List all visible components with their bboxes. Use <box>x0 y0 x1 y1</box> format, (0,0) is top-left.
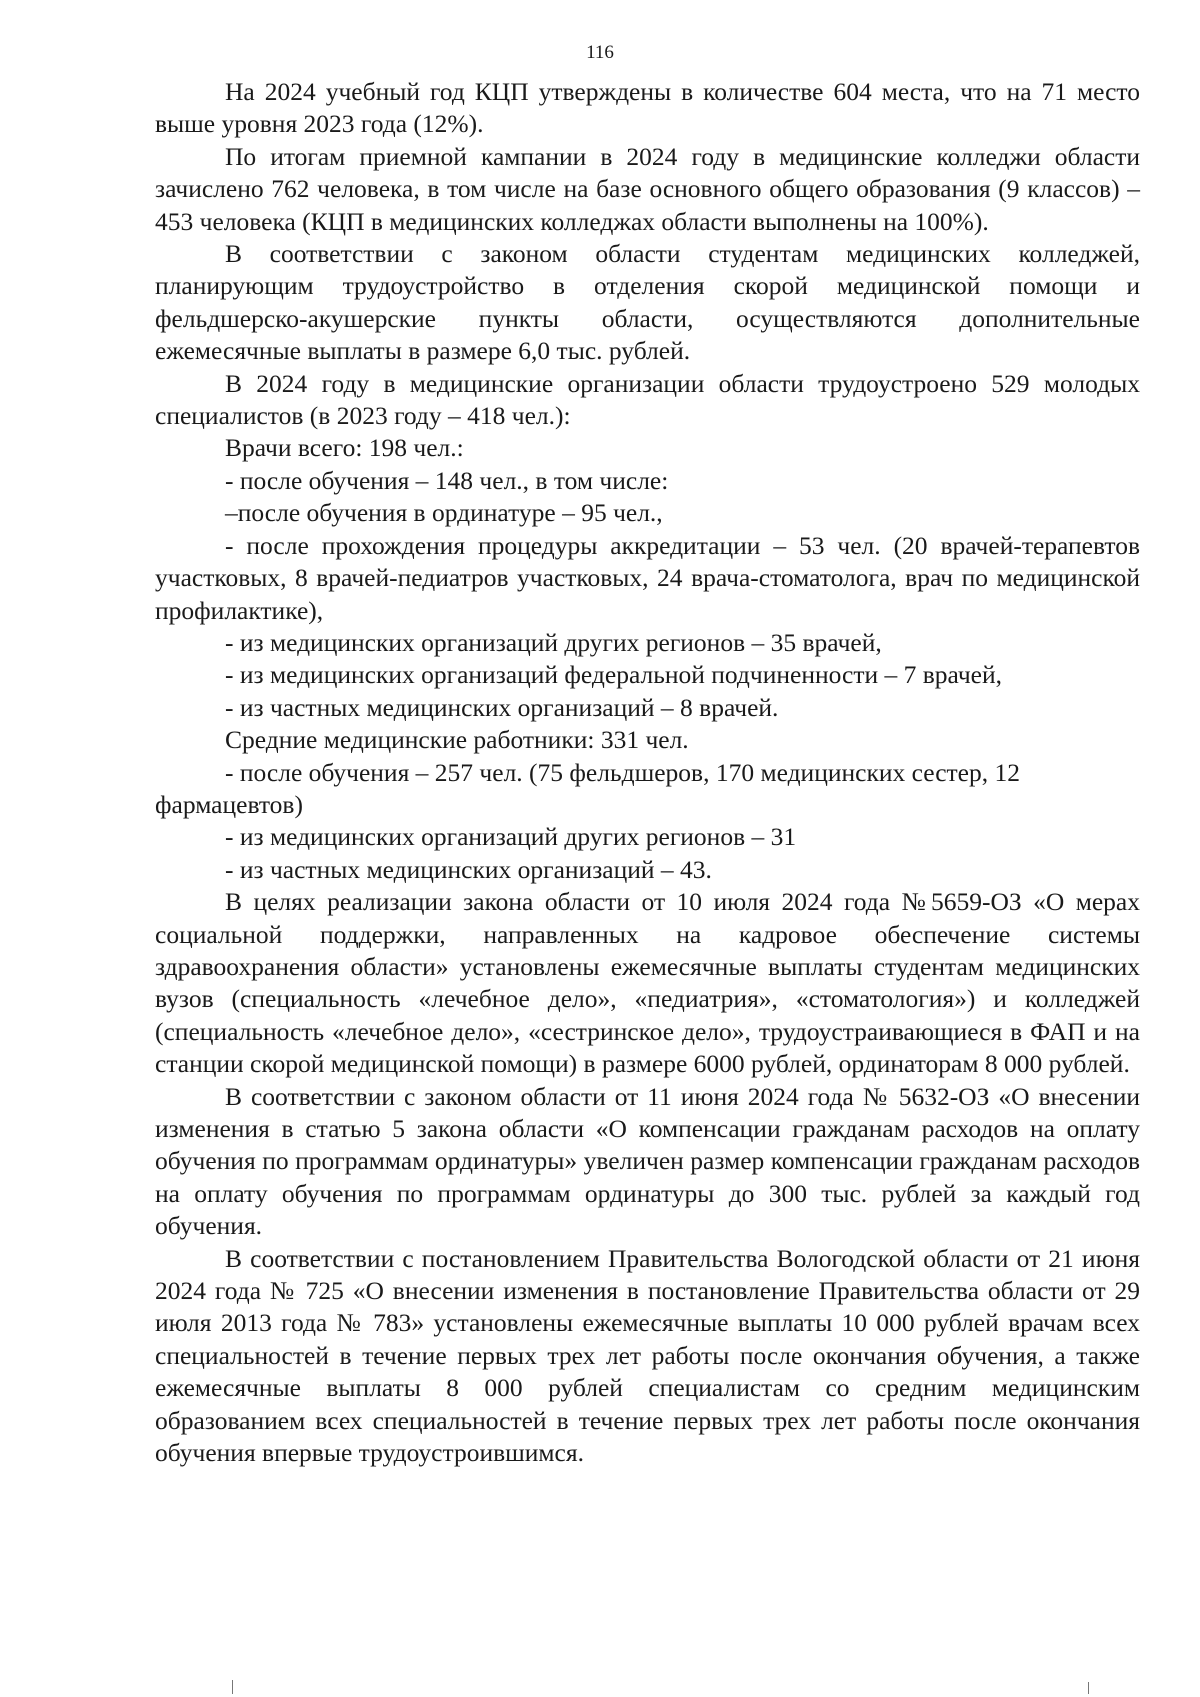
page-number: 116 <box>586 42 614 63</box>
paragraph-kcp-2024: На 2024 учебный год КЦП утверждены в количестве 604 места, что на 71 место выше уровня 2023 года (12%). <box>155 77 1140 139</box>
scan-artifact <box>1088 1682 1091 1694</box>
scan-artifact <box>232 1680 239 1694</box>
paragraph-resolution-725: В соответствии с постановлением Правительства Вологодской области от 21 июня 2024 года № 725 «О внесении изменения в постановление Правительства области от 29 июля 2013 года № 783» установлены ежемесячные выплаты 10 000 рублей врачам всех специальностей в течение первых трех лет работы после окончания обучения, а также ежемесячные выплаты 8 000 рублей специалистам со средним медицинским образованием всех специальностей в течение первых трех лет работы после окончания обучения впервые трудоустроившимся. <box>155 1243 1140 1468</box>
list-item: - из частных медицинских организаций – 43. <box>225 854 712 884</box>
list-item: - из медицинских организаций федеральной подчиненности – 7 врачей, <box>225 660 1002 690</box>
list-item: - после обучения – 257 чел. (75 фельдшеров, 170 медицинских сестер, 12 фармацевтов) <box>155 757 1020 819</box>
list-item: - из медицинских организаций других регионов – 35 врачей, <box>225 627 882 657</box>
list-item: - после прохождения процедуры аккредитации – 53 чел. (20 врачей-терапевтов участковых, 8 врачей-педиатров участковых, 24 врача-стоматолога, врач по медицинской профилактике), <box>155 530 1140 625</box>
paragraph-young-specialists: В 2024 году в медицинские организации области трудоустроено 529 молодых специалистов (в 2023 году – 418 чел.): <box>155 368 1140 431</box>
list-item: - из частных медицинских организаций – 8 врачей. <box>225 692 779 722</box>
paragraph-admission-results: По итогам приемной кампании в 2024 году в медицинские колледжи области зачислено 762 человека, в том числе на базе основного общего образования (9 классов) – 453 человека (КЦП в медицинских колледжах области выполнены на 100%). <box>155 141 1140 236</box>
list-nurses-total: Средние медицинские работники: 331 чел. <box>225 725 689 755</box>
paragraph-student-payments: В соответствии с законом области студентам медицинских колледжей, планирующим трудоустройство в отделения скорой медицинской помощи и фельдшерско-акушерские пункты области, осуществляются дополнительные ежемесячные выплаты в размере 6,0 тыс. рублей. <box>155 239 1140 366</box>
document-body <box>155 76 1140 1469</box>
list-doctors-total: Врачи всего: 198 чел.: <box>225 433 464 463</box>
paragraph-law-5632: В соответствии с законом области от 11 июня 2024 года № 5632-ОЗ «О внесении изменения в статью 5 закона области «О компенсации гражданам расходов на оплату обучения по программам ординатуры» увеличен размер компенсации гражданам расходов на оплату обучения по программам ординатуры до 300 тыс. рублей за каждый год обучения. <box>155 1081 1140 1241</box>
list-item: –после обучения в ординатуре – 95 чел., <box>225 498 663 528</box>
list-item: - после обучения – 148 чел., в том числе: <box>225 465 669 495</box>
paragraph-law-5659: В целях реализации закона области от 10 июля 2024 года №5659-ОЗ «О мерах социальной поддержки, направленных на кадровое обеспечение системы здравоохранения области» установлены ежемесячные выплаты студентам медицинских вузов (специальность «лечебное дело», «педиатрия», «стоматология») и колледжей (специальность «лечебное дело», «сестринское дело», трудоустраивающиеся в ФАП и на станции скорой медицинской помощи) в размере 6000 рублей, ординаторам 8 000 рублей. <box>155 887 1140 1079</box>
list-item: - из медицинских организаций других регионов – 31 <box>225 822 797 852</box>
